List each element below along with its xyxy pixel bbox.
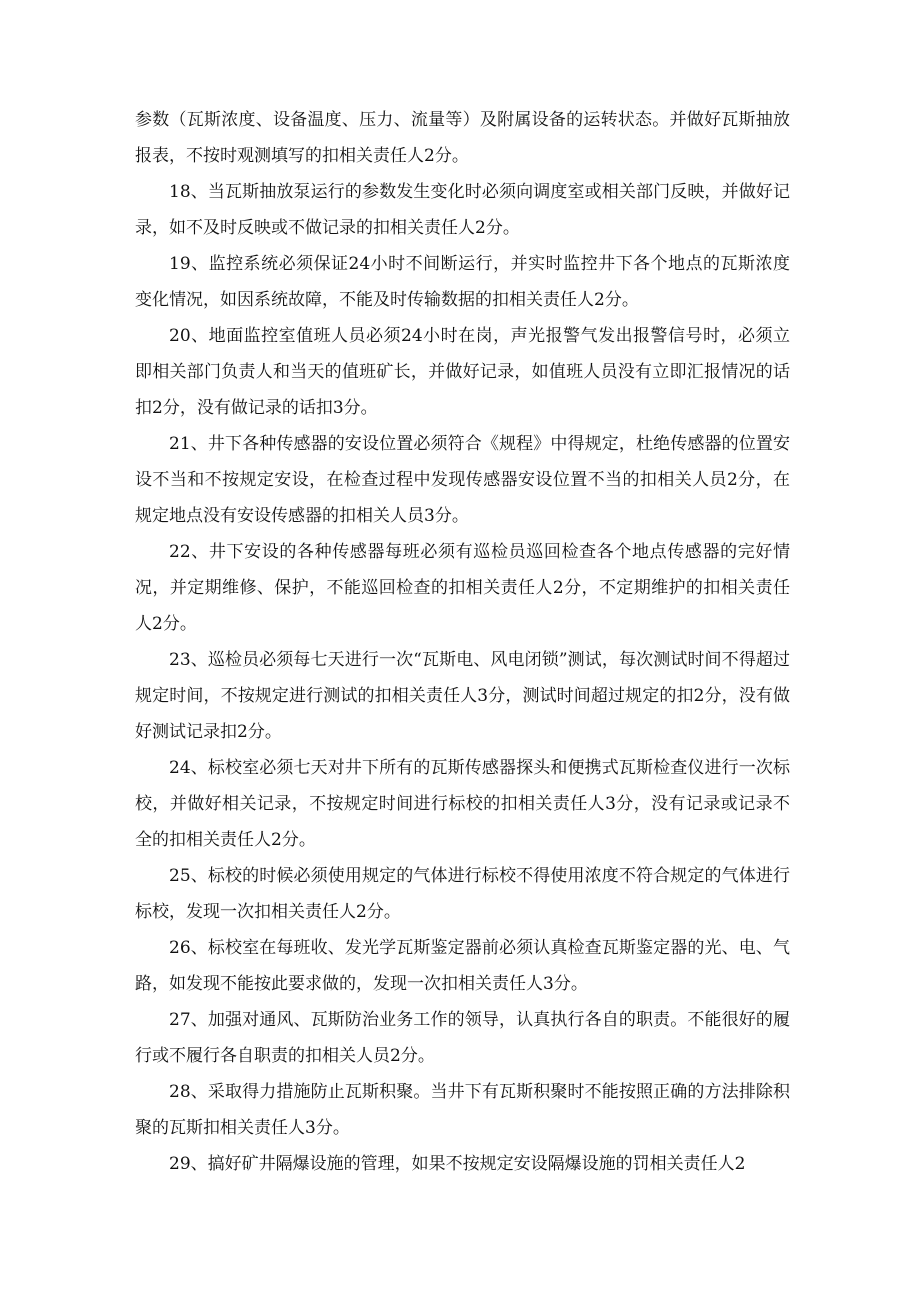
paragraph-29: 29、搞好矿井隔爆设施的管理，如果不按规定安设隔爆设施的罚相关责任人2 — [169, 1154, 746, 1174]
paragraph-24: 24、标校室必须七天对井下所有的瓦斯传感器探头和便携式瓦斯检查仪进行一次标校，并做好相关记录，不按规定时间进行标校的扣相关责任人3分，没有记录或记录不全的扣相关责任人2分。 — [135, 758, 790, 850]
paragraph-21: 21、井下各种传感器的安设位置必须符合《规程》中得规定，杜绝传感器的位置安设不当和不按规定安设，在检查过程中发现传感器安设位置不当的扣相关人员2分，在规定地点没有安设传感器的扣相关人员3分。 — [135, 434, 790, 526]
paragraph-27: 27、加强对通风、瓦斯防治业务工作的领导，认真执行各自的职责。不能很好的履行或不履行各自职责的扣相关人员2分。 — [135, 1010, 790, 1066]
paragraph-19: 19、监控系统必须保证24小时不间断运行，并实时监控井下各个地点的瓦斯浓度变化情况，如因系统故障，不能及时传输数据的扣相关责任人2分。 — [135, 254, 790, 310]
paragraph-26: 26、标校室在每班收、发光学瓦斯鉴定器前必须认真检查瓦斯鉴定器的光、电、气路，如发现不能按此要求做的，发现一次扣相关责任人3分。 — [135, 938, 790, 994]
paragraph-25: 25、标校的时候必须使用规定的气体进行标校不得使用浓度不符合规定的气体进行标校，发现一次扣相关责任人2分。 — [135, 866, 790, 922]
paragraph-28: 28、采取得力措施防止瓦斯积聚。当井下有瓦斯积聚时不能按照正确的方法排除积聚的瓦斯扣相关责任人3分。 — [135, 1082, 790, 1138]
paragraph-22: 22、井下安设的各种传感器每班必须有巡检员巡回检查各个地点传感器的完好情况，并定期维修、保护，不能巡回检查的扣相关责任人2分，不定期维护的扣相关责任人2分。 — [135, 542, 790, 634]
paragraph-17-continued: 参数（瓦斯浓度、设备温度、压力、流量等）及附属设备的运转状态。并做好瓦斯抽放报表，不按时观测填写的扣相关责任人2分。 — [135, 110, 790, 166]
paragraph-18: 18、当瓦斯抽放泵运行的参数发生变化时必须向调度室或相关部门反映，并做好记录，如不及时反映或不做记录的扣相关责任人2分。 — [135, 182, 790, 238]
paragraph-20: 20、地面监控室值班人员必须24小时在岗，声光报警气发出报警信号时，必须立即相关部门负责人和当天的值班矿长，并做好记录，如值班人员没有立即汇报情况的话扣2分，没有做记录的话扣3分。 — [135, 326, 790, 418]
paragraph-23: 23、巡检员必须每七天进行一次“瓦斯电、风电闭锁”测试，每次测试时间不得超过规定时间，不按规定进行测试的扣相关责任人3分，测试时间超过规定的扣2分，没有做好测试记录扣2分。 — [135, 650, 790, 742]
document-body — [135, 102, 790, 1182]
